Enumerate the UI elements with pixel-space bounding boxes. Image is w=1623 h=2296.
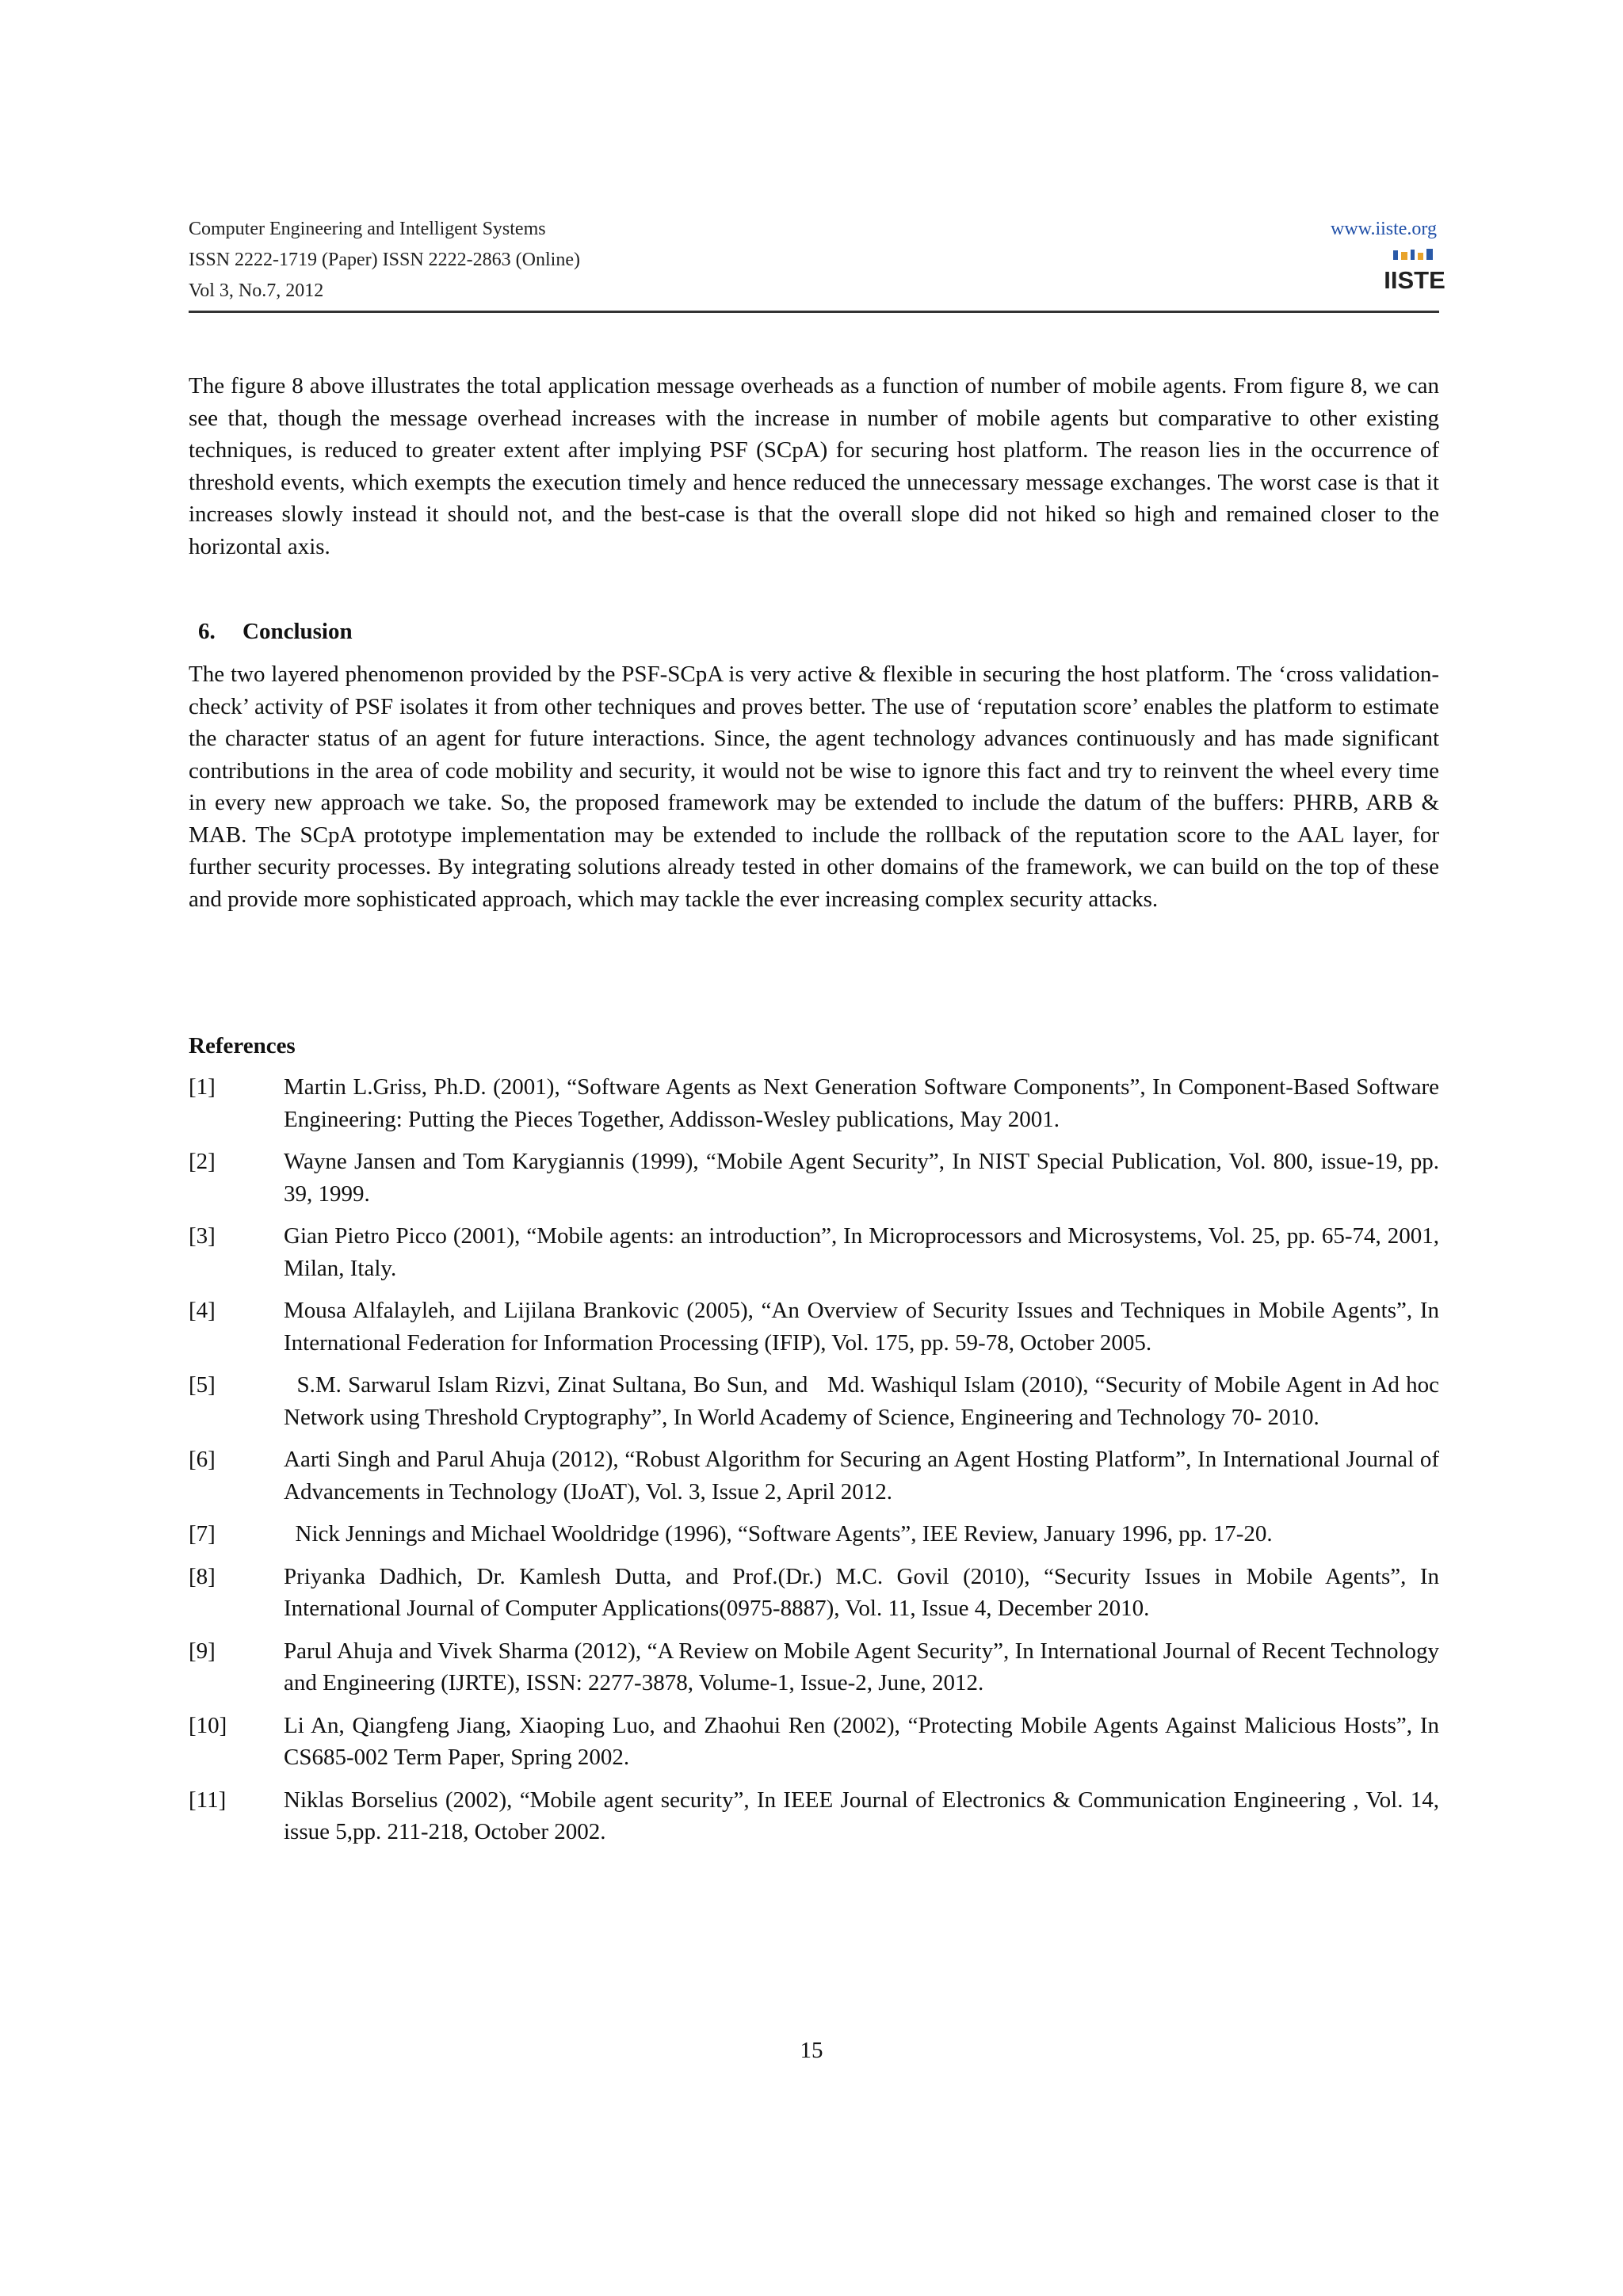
header-divider — [189, 311, 1439, 313]
reference-number: [4] — [189, 1298, 216, 1323]
intro-paragraph: The figure 8 above illustrates the total application message overheads as a function of number of mobile agents. From figure 8, we can see that, though the message overhead increases with the increase in number of mobile agents but comparative to other existing techniques, is reduced to greater extent after implying PSF (SCpA) for securing host platform. The reason lies in the occurrence of threshold events, which exempts the execution timely and hence reduced the unnecessary message exchanges. The worst case is that it increases slowly instead it should not, and the best-case is that the overall slope did not hiked so high and remained closer to the horizontal axis. — [189, 373, 1439, 559]
journal-title: Computer Engineering and Intelligent Systems — [189, 219, 546, 239]
reference-item — [189, 1220, 1439, 1284]
reference-text: Gian Pietro Picco (2001), “Mobile agents: an introduction”, In Microprocessors and Microsystems, Vol. 25, pp. 65-74, 2001, Milan, Italy. — [284, 1223, 1439, 1281]
reference-item — [189, 1071, 1439, 1135]
reference-number: [8] — [189, 1563, 216, 1589]
section-heading — [198, 616, 353, 647]
reference-number: [7] — [189, 1521, 216, 1547]
journal-volume: Vol 3, No.7, 2012 — [189, 280, 324, 301]
reference-text: Martin L.Griss, Ph.D. (2001), “Software Agents as Next Generation Software Components”, In Component-Based Software Engineering: Putting the Pieces Together, Addisson-Wesley publications, May 2001. — [284, 1074, 1439, 1132]
reference-item — [189, 1369, 1445, 1433]
journal-issn: ISSN 2222-1719 (Paper) ISSN 2222-2863 (Online) — [189, 250, 580, 270]
reference-number: [3] — [189, 1223, 216, 1249]
references-list — [189, 1071, 1445, 1859]
reference-number: [5] — [189, 1372, 216, 1398]
reference-text: Priyanka Dadhich, Dr. Kamlesh Dutta, and Prof.(Dr.) M.C. Govil (2010), “Security Issues in Mobile Agents”, In International Journal of Computer Applications(0975-8887), Vol. 11, Issue 4, December 2010. — [284, 1563, 1439, 1621]
reference-item — [189, 1444, 1439, 1508]
references-heading: References — [189, 1033, 296, 1058]
section-title: Conclusion — [242, 619, 353, 644]
reference-text: Li An, Qiangfeng Jiang, Xiaoping Luo, and Zhaohui Ren (2002), “Protecting Mobile Agents Against Malicious Hosts”, In CS685-002 Term Paper, Spring 2002. — [284, 1712, 1439, 1770]
journal-info — [189, 214, 580, 307]
reference-number: [11] — [189, 1787, 227, 1813]
reference-text: Nick Jennings and Michael Wooldridge (1996), “Software Agents”, IEE Review, January 1996, pp. 17-20. — [284, 1521, 1273, 1547]
journal-url-link[interactable]: www.iiste.org — [1331, 219, 1437, 239]
iiste-logo — [1384, 247, 1445, 299]
reference-text: Mousa Alfalayleh, and Lijilana Brankovic (2005), “An Overview of Security Issues and Techniques in Mobile Agents”, In International Federation for Information Processing (IFIP), Vol. 175, pp. 59-78, October 2005. — [284, 1298, 1439, 1356]
reference-item — [189, 1635, 1439, 1699]
page-number: 15 — [800, 2038, 823, 2063]
conclusion-paragraph: The two layered phenomenon provided by the PSF-SCpA is very active & flexible in securing the host platform. The ‘cross validation-check’ activity of PSF isolates it from other techniques and proves better. The use of ‘reputation score’ enables the platform to estimate the character status of an agent for future interactions. Since, the agent technology advances continuously and has made significant contributions in the area of code mobility and security, it would not be wise to ignore this fact and try to reinvent the wheel every time in every new approach we take. So, the proposed framework may be extended to include the datum of the buffers: PHRB, ARB & MAB. The SCpA prototype implementation may be extended to include the rollback of the reputation score to the AAL layer, for further security processes. By integrating solutions already tested in other domains of the framework, we can build on the top of these and provide more sophisticated approach, which may tackle the ever increasing complex security attacks. — [189, 662, 1439, 912]
reference-text: Parul Ahuja and Vivek Sharma (2012), “A Review on Mobile Agent Security”, In International Journal of Recent Technology and Engineering (IJRTE), ISSN: 2277-3878, Volume-1, Issue-2, June, 2012. — [284, 1638, 1439, 1695]
reference-number: [10] — [189, 1712, 227, 1738]
reference-item — [189, 1295, 1439, 1359]
reference-number: [2] — [189, 1149, 216, 1174]
reference-item — [189, 1518, 1439, 1550]
logo-text: IISTE — [1384, 266, 1445, 294]
reference-text: S.M. Sarwarul Islam Rizvi, Zinat Sultana, Bo Sun, and Md. Washiqul Islam (2010), “Security of Mobile Agent in Ad hoc Network using Threshold Cryptography”, In World Academy of Science, Engineering and Technology 70- 2010. — [284, 1372, 1445, 1430]
reference-text: Aarti Singh and Parul Ahuja (2012), “Robust Algorithm for Securing an Agent Hosting Platform”, In International Journal of Advancements in Technology (IJoAT), Vol. 3, Issue 2, April 2012. — [284, 1447, 1439, 1505]
reference-item — [189, 1784, 1439, 1848]
page-header — [189, 214, 1445, 309]
reference-text: Wayne Jansen and Tom Karygiannis (1999), “Mobile Agent Security”, In NIST Special Publication, Vol. 800, issue-19, pp. 39, 1999. — [284, 1149, 1439, 1207]
reference-number: [6] — [189, 1447, 216, 1472]
reference-item — [189, 1146, 1439, 1210]
reference-text: Niklas Borselius (2002), “Mobile agent security”, In IEEE Journal of Electronics & Communication Engineering , Vol. 14, issue 5,pp. 211-218, October 2002. — [284, 1787, 1439, 1844]
reference-number: [9] — [189, 1638, 216, 1664]
reference-item — [189, 1561, 1439, 1625]
reference-item — [189, 1710, 1439, 1774]
section-number: 6. — [198, 619, 216, 644]
reference-number: [1] — [189, 1074, 216, 1100]
